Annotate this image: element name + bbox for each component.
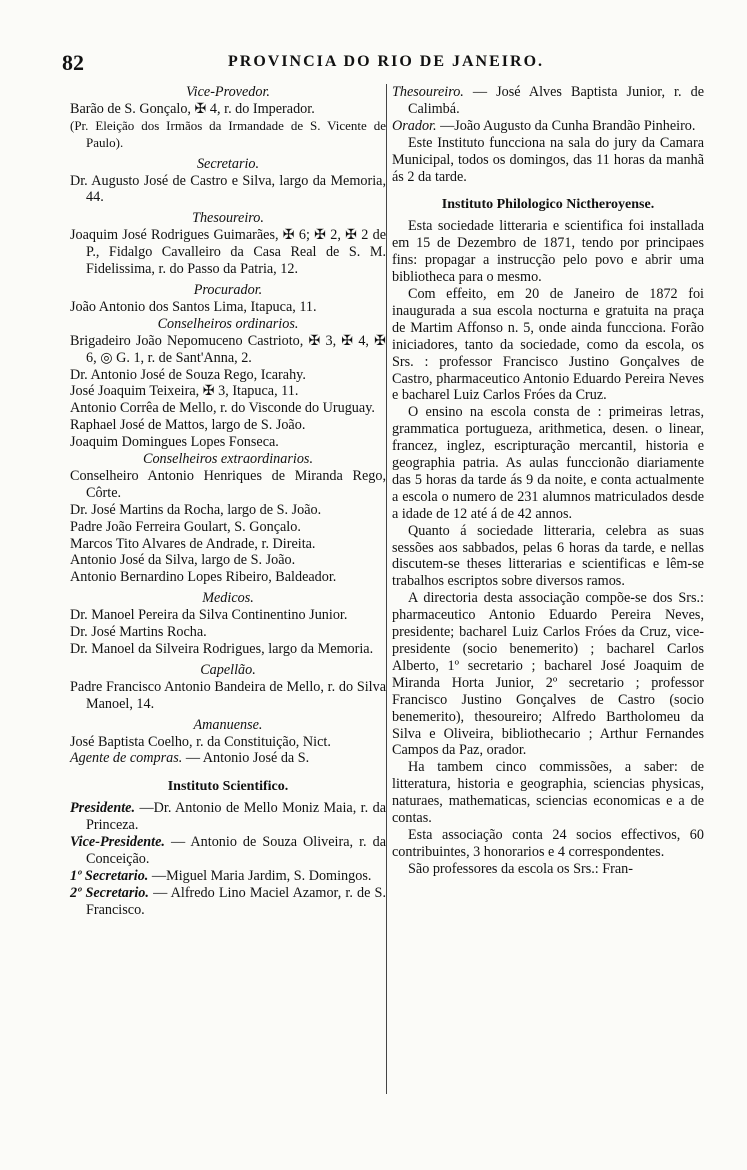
page-number: 82 [62,50,84,75]
officer-role: Thesoureiro. [392,84,464,100]
conselheiros-ordinarios-label: Conselheiros ordinarios. [157,315,299,332]
agente-compras-entry [70,750,386,767]
conselheiro-ordinario-entry: Antonio Corrêa de Mello, r. do Visconde do Uruguay. [70,400,375,417]
officer-role: Presidente. [70,800,136,817]
medico-entry: Dr. Manoel da Silveira Rodrigues, largo da Memoria. [70,641,374,657]
officer-name: — Alfredo Lino Maciel Azamor, r. de S. Francisco. [86,884,386,918]
running-title: PROVINCIA DO RIO DE JANEIRO. [227,53,545,70]
conselheiro-extraordinario-entry: Conselheiro Antonio Henriques de Miranda Rego, Côrte. [70,467,386,501]
left-column [70,84,386,919]
officer-role: Vice-Presidente. [70,834,165,851]
conselheiro-extraordinario-entry: Dr. José Martins da Rocha, largo de S. João. [70,501,322,518]
body-paragraph: Esta sociedade litteraria e scientifica foi installada em 15 de Dezembro de 1871, tendo por principaes fins: propagar a instrucção pelo povo e abrir uma bibliotheca para o mesmo. [392,218,704,286]
body-paragraph: Esta associação conta 24 socios effectivos, 60 contribuintes, 3 honorarios e 4 correspondentes. [392,826,704,860]
thesoureiro-entry: Joaquim José Rodrigues Guimarães, ✠ 6; ✠ 2, ✠ 2 de P., Fidalgo Cavalleiro da Casa Real de S. M. Fidelissima, r. do Passo da Patria, 12. [70,227,386,278]
officer-role: Orador. [392,117,437,134]
conselheiro-ordinario-entry: Joaquim Domingues Lopes Fonseca. [70,434,279,451]
conselheiro-extraordinario-entry: Antonio Bernardino Lopes Ribeiro, Baldeador. [70,569,337,586]
capellao-label: Capellão. [200,661,256,678]
conselheiros-extraordinarios-label: Conselheiros extraordinarios. [143,451,313,468]
conselheiro-ordinario-entry: Dr. Antonio José de Souza Rego, Icarahy. [70,366,306,383]
conselheiro-ordinario-entry: Brigadeiro João Nepomuceno Castrioto, ✠ 3, ✠ 4, ✠ 6, ◎ G. 1, r. de Sant'Anna, 2. [70,332,386,366]
officer-name: — Antonio de Souza Oliveira, r. da Conceição. [86,834,386,867]
officer-name: —João Augusto da Cunha Brandão Pinheiro. [436,117,696,134]
body-paragraph: Ha tambem cinco commissões, a saber: de litteratura, historia e geographia, sciencias physicas, naturaes, mathematicas, sciencias economicas e a de contas. [392,759,704,827]
capellao-entry: Padre Francisco Antonio Bandeira de Mello, r. do Silva Manoel, 14. [70,678,386,712]
conselheiro-ordinario-entry: José Joaquim Teixeira, ✠ 3, Itapuca, 11. [70,383,299,400]
body-paragraph: A directoria desta associação compõe-se dos Srs.: pharmaceutico Antonio Eduardo Pereira Neves, presidente; bacharel Luiz Carlos Fróes da Cruz, vice-presidente (socio benemerito) ; bacharel Carlos Alberto, 1º secretario ; bacharel José Joaquim de Miranda Horta Junior, 2º secretario ; professor Francisco Justino Gonçalves de Castro (socio benemerito), thesoureiro; Alfredo Bartholomeu da Silva e Oliveira, bibliothecario ; Arthur Fernandes Campos da Paz, orador. [392,590,704,759]
medico-entry: Dr. Manoel Pereira da Silva Continentino Junior. [70,607,348,624]
body-paragraph: Com effeito, em 20 de Janeiro de 1872 foi inaugurada a sua escola nocturna e gratuita na praça de Martim Affonso n. 5, onde ainda funcciona. Forão iniciadores, tanto da sociedade, como da escola, os Srs. : professor Francisco Justino Gonçalves de Castro, pharmaceutico Antonio Eduardo Pereira Neves e bacharel Luiz Carlos Fróes da Cruz. [392,285,704,404]
instituto-philologico-title: Instituto Philologico Nictheroyense. [441,197,655,213]
officer-role: 1º Secretario. [70,867,149,884]
officer-role: 2º Secretario. [70,884,149,901]
amanuense-label: Amanuense. [193,716,263,733]
conselheiro-extraordinario-entry: Padre João Ferreira Goulart, S. Gonçalo. [70,518,301,535]
column-divider [386,84,387,1094]
instituto-officer-entry [70,885,386,919]
orador-sci-entry [392,118,704,135]
conselheiro-extraordinario-entry: Marcos Tito Alvares de Andrade, r. Direita. [70,535,316,552]
procurador-entry: João Antonio dos Santos Lima, Itapuca, 11. [70,298,317,315]
officer-name: —Miguel Maria Jardim, S. Domingos. [148,867,372,884]
body-paragraph: Quanto á sociedade litteraria, celebra as suas sessões aos sabbados, pelas 6 horas da tarde, e nellas discutem-se theses litterarias e scientificas e lêm-se trabalhos escriptos sobre diversos ramos. [392,522,704,590]
body-paragraph: São professores da escola os Srs.: Fran- [408,860,633,877]
agente-compras-label: Agente de compras. [70,750,183,767]
secretario-label: Secretario. [196,155,260,172]
instituto-officer-entry [70,800,386,834]
instituto-officer-entry [70,868,386,885]
medico-entry: Dr. José Martins Rocha. [70,624,207,641]
secretario-entry: Dr. Augusto José de Castro e Silva, largo da Memoria, 44. [70,172,386,206]
thesoureiro-label: Thesoureiro. [192,210,264,227]
vice-provedor-label: Vice-Provedor. [186,84,270,100]
funcciona-paragraph: Este Instituto funcciona na sala do jury da Camara Municipal, todos os domingos, das 11 horas da manhã ás 2 da tarde. [392,134,704,185]
body-paragraph: O ensino na escola consta de : primeiras letras, grammatica portugueza, arithmetica, desen. o linear, francez, inglez, escripturação mercantil, historia e geographia patria. As aulas funccionão diariamente das 5 horas da tarde ás 9 da noite, e conta actualmente a escola o numero de 231 alumnos matriculados desde a idade de 12 até á de 42 annos. [392,404,704,522]
amanuense-entry: José Baptista Coelho, r. da Constituição, Nict. [70,733,331,750]
right-column [392,84,704,878]
instituto-scientifico-title: Instituto Scientifico. [167,779,289,795]
eleicao-note: (Pr. Eleição dos Irmãos da Irmandade de S. Vicente de Paulo). [70,117,386,150]
agente-compras-name: — Antonio José da S. [182,750,310,767]
officer-name: —Dr. Antonio de Mello Moniz Maia, r. da Princeza. [86,800,386,834]
procurador-label: Procurador. [193,281,263,298]
officer-name: — José Alves Baptista Junior, r. de Calimbá. [408,84,704,117]
thesoureiro-sci-entry [392,84,704,118]
vice-provedor-entry: Barão de S. Gonçalo, ✠ 4, r. do Imperador. [70,100,315,117]
medicos-label: Medicos. [202,590,254,607]
instituto-officer-entry [70,834,386,868]
conselheiro-ordinario-entry: Raphael José de Mattos, largo de S. João. [70,417,306,434]
page-header [60,50,712,76]
conselheiro-extraordinario-entry: Antonio José da Silva, largo de S. João. [70,552,296,569]
